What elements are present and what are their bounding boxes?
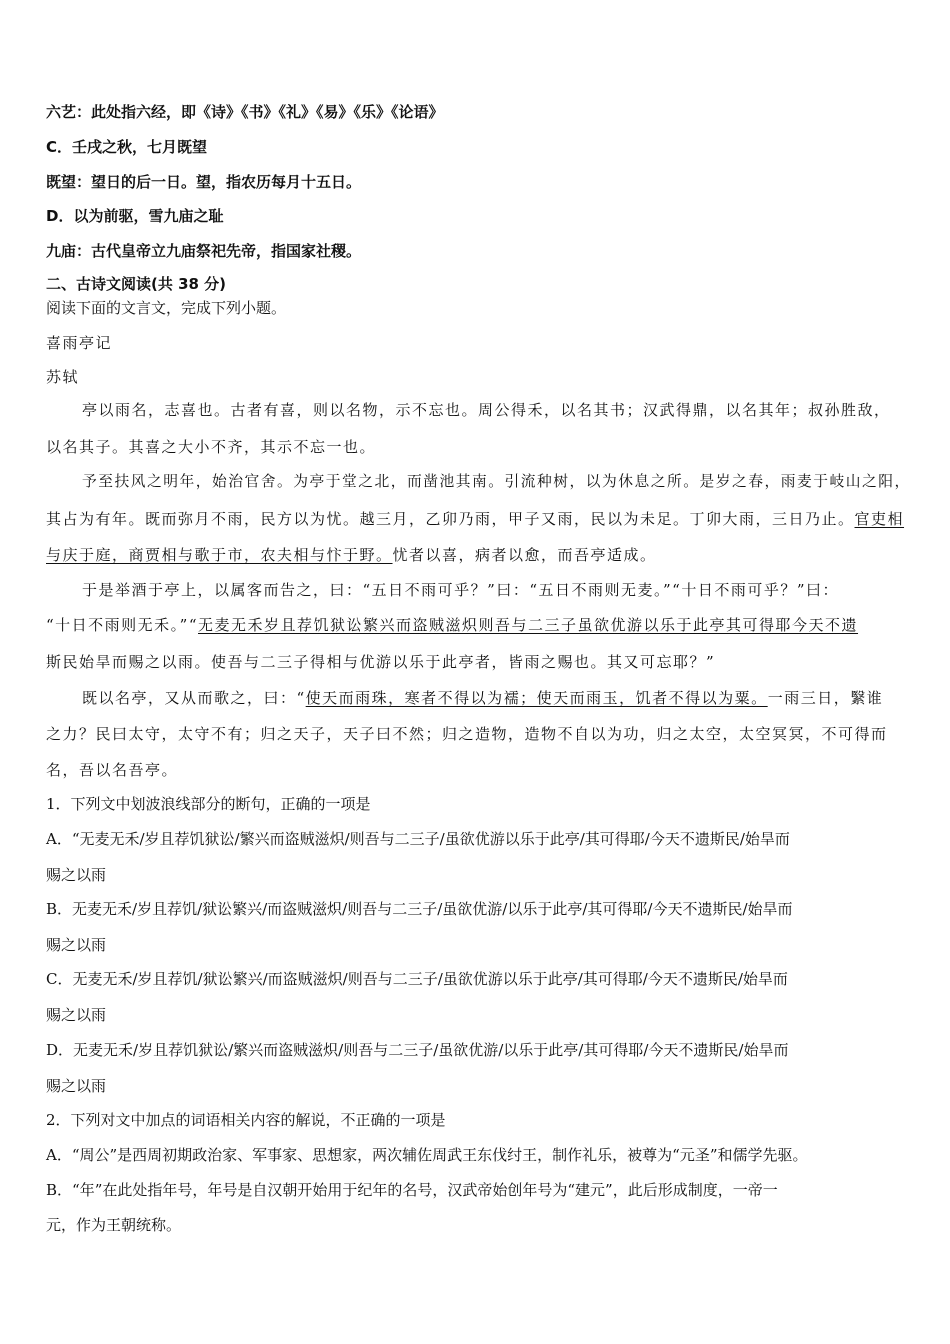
question-2-option-b-cont: 元，作为王朝统称。 bbox=[46, 1216, 182, 1234]
note-liuyi: 六艺：此处指六经，即《诗》《书》《礼》《易》《乐》《论语》 bbox=[46, 103, 444, 121]
essay-p2-line1: 予至扶风之明年，始治官舍。为亭于堂之北，而凿池其南。引流种树，以为休息之所。是岁之春，雨麦于岐山之阳， bbox=[82, 473, 911, 490]
question-1-option-d-cont: 赐之以雨 bbox=[46, 1077, 107, 1095]
essay-p3-line2 bbox=[46, 615, 858, 635]
question-1-option-b: B．无麦无禾/岁且荐饥/狱讼繁兴/而盗贼滋炽/则吾与二三子/虽欲优游/以乐于此亭/其可得耶/今天不遗斯民/始旱而 bbox=[46, 900, 793, 918]
essay-p4-line2: 之力？民曰太守，太守不有；归之天子，天子曰不然；归之造物，造物不自以为功，归之太空，太空冥冥，不可得而 bbox=[46, 725, 888, 743]
section-title: 二、古诗文阅读(共 38 分) bbox=[46, 275, 227, 293]
section-instruction: 阅读下面的文言文，完成下列小题。 bbox=[46, 299, 287, 317]
underlined-sentence-end: 与庆于庭，商贾相与歌于市，农夫相与忭于野。 bbox=[46, 546, 393, 564]
question-1-option-b-cont: 赐之以雨 bbox=[46, 936, 107, 954]
essay-p2-line2 bbox=[46, 509, 904, 529]
question-2-option-b: B．“年”在此处指年号，年号是自汉朝开始用于纪年的名号，汉武帝始创年号为“建元”，此后形成制度，一帝一 bbox=[46, 1181, 778, 1199]
question-1-option-a: A．“无麦无禾/岁且荐饥狱讼/繁兴而盗贼滋炽/则吾与二三子/虽欲优游以乐于此亭/其可得耶/今天不遗斯民/始旱而 bbox=[46, 830, 790, 848]
underlined-song-lines: 使天而雨珠，寒者不得以为襦；使天而雨玉，饥者不得以为粟。 bbox=[305, 689, 768, 707]
essay-p1-line1: 亭以雨名，志喜也。古者有喜，则以名物，示不忘也。周公得禾，以名其书；汉武得鼎，以名其年；叔孙胜敌， bbox=[82, 401, 891, 419]
question-1-option-c-cont: 赐之以雨 bbox=[46, 1006, 107, 1024]
question-1-option-d: D．无麦无禾/岁且荐饥狱讼/繁兴而盗贼滋炽/则吾与二三子/虽欲优游/以乐于此亭/其可得耶/今天不遗斯民/始旱而 bbox=[46, 1041, 789, 1059]
essay-p3-line1: 于是举酒于亭上，以属客而告之，曰：“五日不雨可乎？”曰：“五日不雨则无麦。”“十日不雨可乎？”曰： bbox=[82, 581, 840, 599]
question-1-option-c: C．无麦无禾/岁且荐饥/狱讼繁兴/而盗贼滋炽/则吾与二三子/虽欲优游以乐于此亭/其可得耶/今天不遗斯民/始旱而 bbox=[46, 970, 788, 988]
note-jiwang: 既望：望日的后一日。望，指农历每月十五日。 bbox=[46, 173, 362, 191]
note-option-c: C．壬戌之秋，七月既望 bbox=[46, 138, 208, 156]
essay-p3-line3: 斯民始旱而赐之以雨。使吾与二三子得相与优游以乐于此亭者，皆雨之赐也。其又可忘耶？” bbox=[46, 653, 716, 671]
essay-title: 喜雨亭记 bbox=[46, 334, 113, 352]
question-1-option-a-cont: 赐之以雨 bbox=[46, 866, 107, 884]
essay-p4-line1-tail: 一雨三日，繄谁 bbox=[767, 689, 884, 707]
essay-p4-line3: 名，吾以名吾亭。 bbox=[46, 761, 179, 779]
question-2-stem: 2．下列对文中加点的词语相关内容的解说，不正确的一项是 bbox=[46, 1111, 446, 1129]
essay-p2-line3 bbox=[46, 545, 657, 565]
question-1-stem: 1．下列文中划波浪线部分的断句，正确的一项是 bbox=[46, 795, 371, 813]
essay-p4-line1 bbox=[82, 688, 883, 708]
essay-p1-line2: 以名其子。其喜之大小不齐，其示不忘一也。 bbox=[46, 438, 377, 456]
note-jiumiao: 九庙：古代皇帝立九庙祭祀先帝，指国家社稷。 bbox=[46, 242, 362, 260]
essay-p4-line1-text: 既以名亭，又从而歌之，曰：“ bbox=[82, 689, 306, 707]
essay-p2-line2-text: 其占为有年。既而弥月不雨，民方以为忧。越三月，乙卯乃雨，甲子又雨，民以为未足。丁卯大雨，三日乃止。 bbox=[46, 510, 855, 528]
essay-p2-line3-text: 忧者以喜，病者以愈，而吾亭适成。 bbox=[392, 546, 657, 564]
note-option-d: D．以为前驱，雪九庙之耻 bbox=[46, 207, 224, 225]
underlined-sentence-start: 官吏相 bbox=[854, 510, 905, 528]
essay-p3-line2-text: “十日不雨则无禾。”“ bbox=[46, 616, 199, 634]
wavy-underlined-passage: 无麦无禾岁且荐饥狱讼繁兴而盗贼滋炽则吾与二三子虽欲优游以乐于此亭其可得耶今天不遗 bbox=[198, 616, 859, 634]
question-2-option-a: A．“周公”是西周初期政治家、军事家、思想家，两次辅佐周武王东伐纣王，制作礼乐，被尊为“元圣”和儒学先驱。 bbox=[46, 1146, 808, 1164]
essay-author: 苏轼 bbox=[46, 368, 80, 386]
